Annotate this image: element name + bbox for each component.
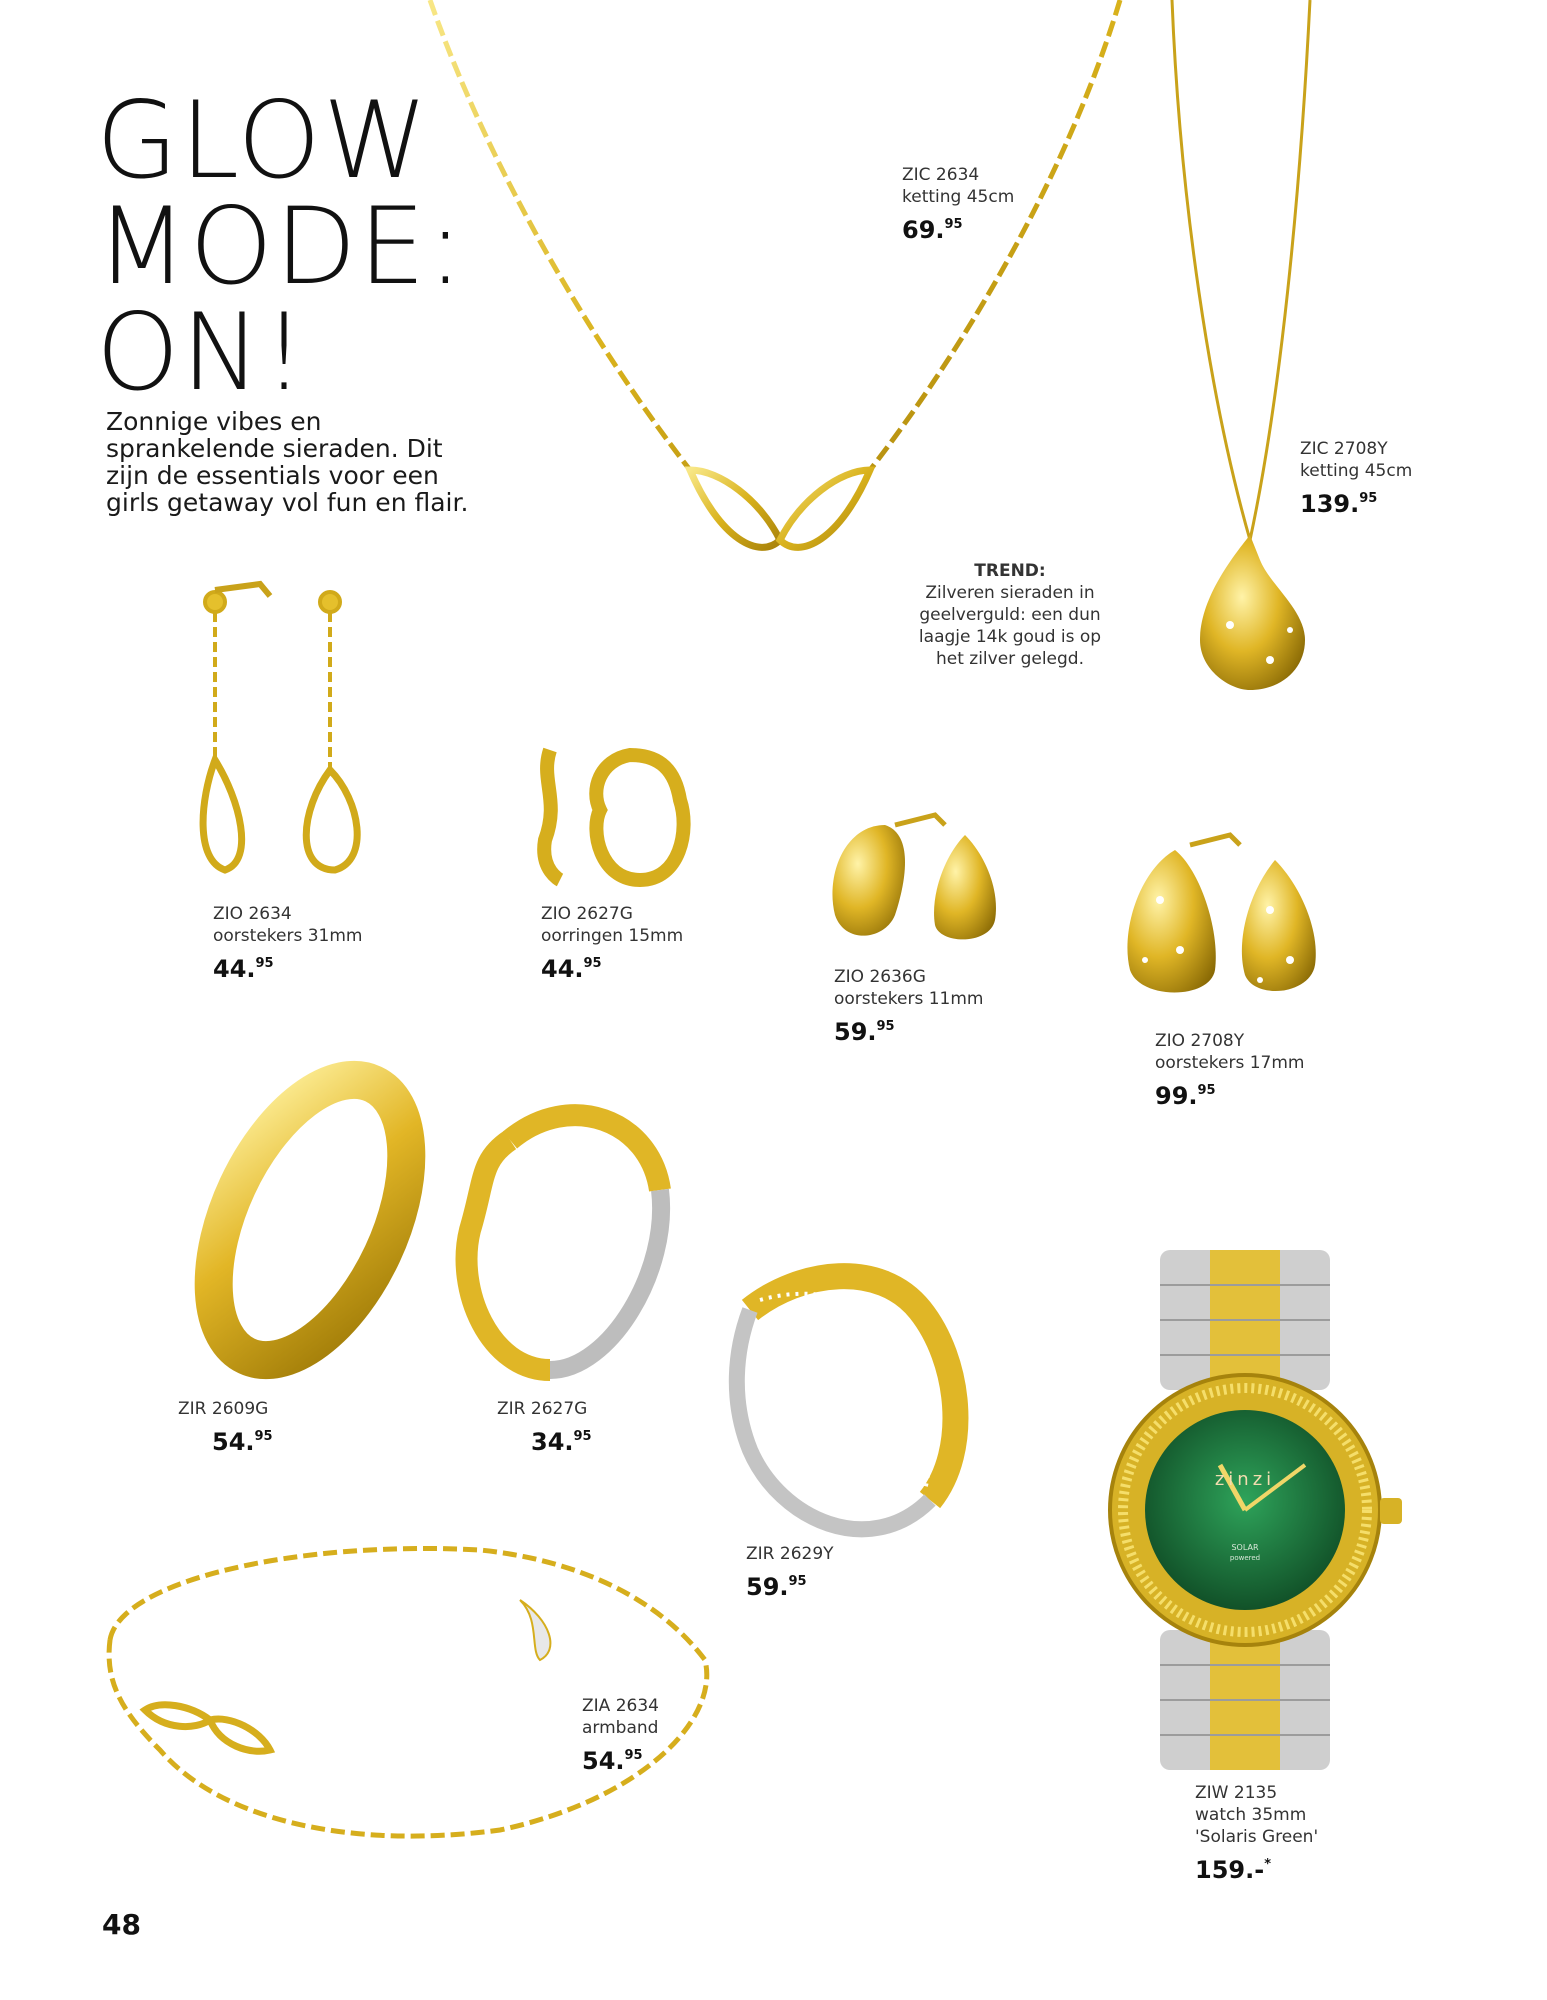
product-label-zir-2627g[interactable] (497, 1398, 592, 1457)
product-price: 139.95 (1300, 490, 1378, 518)
product-price: 44.95 (213, 955, 274, 983)
chain-bracelet-image[interactable] (100, 1520, 720, 1860)
product-code: ZIR 2627G (497, 1399, 588, 1419)
stud-earrings-image[interactable] (825, 805, 1000, 945)
product-price: 59.95 (834, 1018, 895, 1046)
intro-line: sprankelende sieraden. Dit (106, 434, 443, 463)
product-label-zio-2708y[interactable] (1155, 1030, 1304, 1111)
product-code: ZIR 2629Y (746, 1544, 834, 1564)
product-label-zir-2629y[interactable] (746, 1543, 834, 1602)
product-code: ZIR 2609G (178, 1399, 269, 1419)
drop-stud-earrings-image[interactable] (1120, 830, 1320, 1000)
product-description: watch 35mm (1195, 1805, 1307, 1825)
product-description: oorstekers 31mm (213, 926, 363, 946)
product-code: ZIO 2634 (213, 904, 292, 924)
bicolor-ring-image[interactable] (440, 1080, 700, 1390)
product-label-zio-2627g[interactable] (541, 903, 683, 984)
product-price: 159.-* (1195, 1856, 1271, 1884)
product-description: oorringen 15mm (541, 926, 684, 946)
product-price: 54.95 (582, 1747, 643, 1775)
watch-dial-text: SOLAR (1231, 1543, 1259, 1552)
intro-line: girls getaway vol fun en flair. (106, 488, 469, 517)
watch-brand: zinzi (1214, 1469, 1276, 1490)
product-label-zir-2609g[interactable] (178, 1398, 273, 1457)
product-label-zia-2634[interactable] (582, 1695, 659, 1776)
product-label-zio-2634[interactable] (213, 903, 362, 984)
trend-title: TREND: (974, 561, 1046, 581)
product-price: 54.95 (212, 1428, 273, 1456)
watch-dial-text-2: powered (1229, 1554, 1261, 1562)
stone-ring-image[interactable] (720, 1250, 980, 1540)
trend-line: geelverguld: een dun (919, 605, 1101, 625)
product-code: ZIO 2627G (541, 904, 633, 924)
product-code: ZIO 2636G (834, 967, 926, 987)
trend-line: het zilver gelegd. (935, 649, 1084, 669)
drop-earrings-image[interactable] (200, 560, 400, 880)
product-description: oorstekers 17mm (1155, 1053, 1305, 1073)
product-code: ZIO 2708Y (1155, 1031, 1245, 1051)
product-price: 34.95 (531, 1428, 592, 1456)
product-label-zic-2634[interactable] (902, 164, 1014, 245)
product-description-2: 'Solaris Green' (1195, 1827, 1319, 1847)
page-number: 48 (102, 1908, 141, 1941)
intro-line: Zonnige vibes en (106, 407, 322, 436)
product-description: ketting 45cm (1300, 461, 1413, 481)
product-code: ZIA 2634 (582, 1696, 659, 1716)
product-price: 69.95 (902, 216, 963, 244)
intro-line: zijn de essentials voor een (106, 461, 439, 490)
product-code: ZIC 2634 (902, 165, 980, 185)
hoop-earrings-image[interactable] (530, 740, 700, 890)
chain-necklace-image[interactable] (420, 0, 1140, 600)
trend-line: Zilveren sieraden in (925, 583, 1095, 603)
product-description: armband (582, 1718, 659, 1738)
product-price: 99.95 (1155, 1082, 1216, 1110)
product-price: 59.95 (746, 1573, 807, 1601)
drop-pendant-necklace-image[interactable] (1170, 0, 1330, 700)
product-code: ZIW 2135 (1195, 1783, 1278, 1803)
product-description: oorstekers 11mm (834, 989, 984, 1009)
product-label-zio-2636g[interactable] (834, 966, 983, 1047)
trend-line: laagje 14k goud is op (918, 627, 1102, 647)
headline-line-3: ON! (96, 291, 308, 414)
page-headline (96, 79, 466, 414)
product-price: 44.95 (541, 955, 602, 983)
product-label-ziw-2135[interactable] (1195, 1782, 1318, 1885)
product-code: ZIC 2708Y (1300, 439, 1388, 459)
gold-ring-image[interactable] (180, 1060, 420, 1380)
headline-line-2: MODE: (96, 185, 466, 308)
product-label-zic-2708y[interactable] (1300, 438, 1412, 519)
watch-image[interactable] (1080, 1250, 1420, 1770)
trend-callout (900, 560, 1120, 670)
headline-line-1: GLOW (96, 79, 430, 202)
product-description: ketting 45cm (902, 187, 1015, 207)
